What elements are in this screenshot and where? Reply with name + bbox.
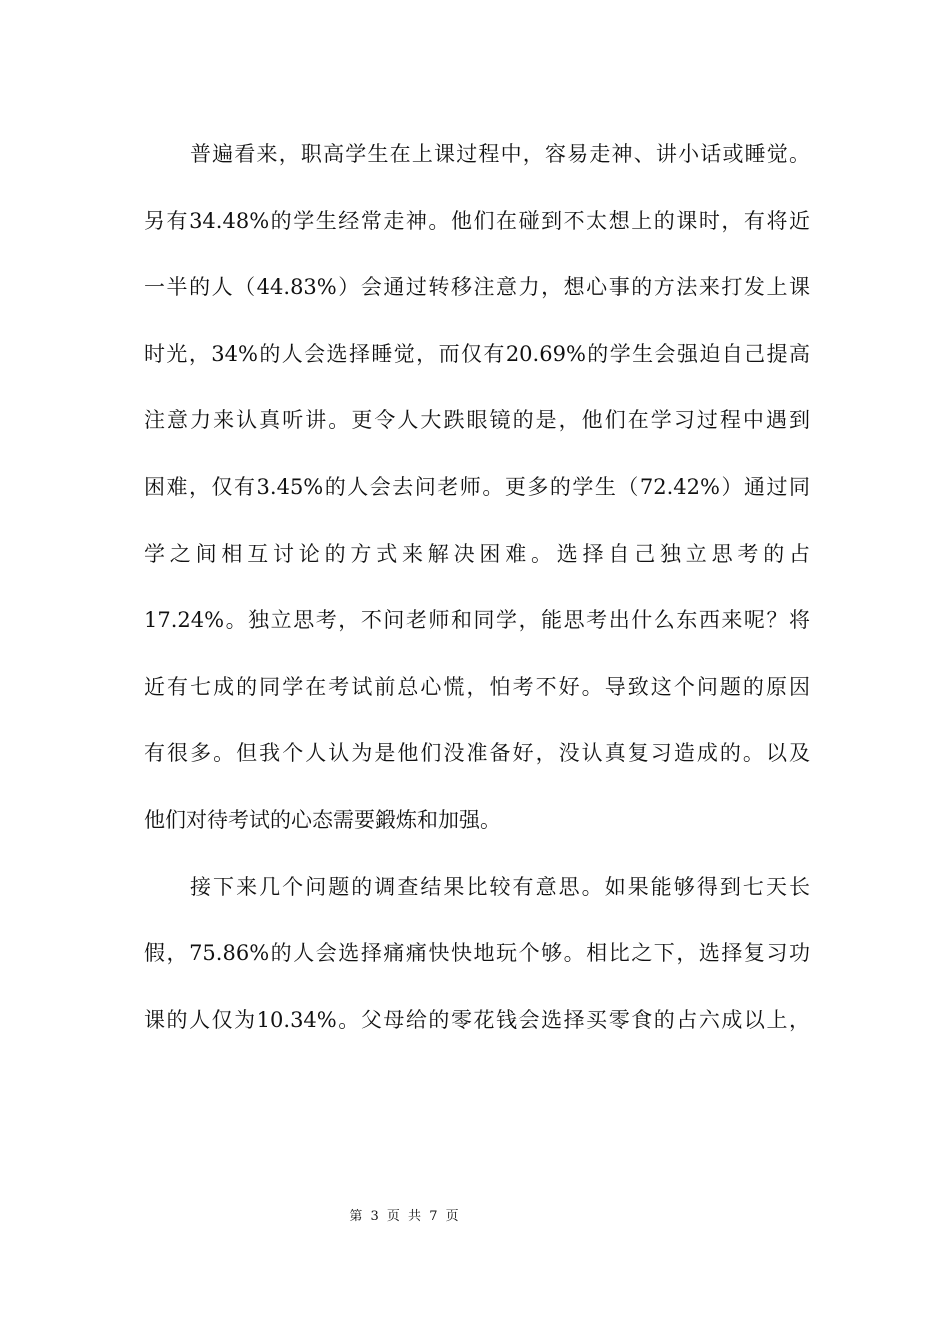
paragraph-2-line-1: 接下来几个问题的调查结果比较有意思。如果能够得到七天长 bbox=[190, 874, 810, 899]
paragraph-2-line-3: 课的人仅为10.34%。父母给的零花钱会选择买零食的占六成以上， bbox=[144, 1007, 810, 1032]
paragraph-1-line-5: 注意力来认真听讲。更令人大跌眼镜的是，他们在学习过程中遇到 bbox=[144, 408, 810, 433]
body-text bbox=[144, 130, 810, 1062]
paragraph-1-line-4: 时光，34%的人会选择睡觉，而仅有20.69%的学生会强迫自己提高 bbox=[144, 341, 810, 366]
paragraph-1-line-10: 有很多。但我个人认为是他们没准备好，没认真复习造成的。以及 bbox=[144, 741, 810, 766]
paragraph-1-line-3: 一半的人（44.83%）会通过转移注意力，想心事的方法来打发上课 bbox=[144, 275, 810, 300]
paragraph-1-line-1: 普遍看来，职高学生在上课过程中，容易走神、讲小话或睡觉。 bbox=[190, 142, 810, 166]
paragraph-2-line-2: 假，75.86%的人会选择痛痛快快地玩个够。相比之下，选择复习功 bbox=[144, 941, 810, 966]
paragraph-1-line-7: 学之间相互讨论的方式来解决困难。选择自己独立思考的占 bbox=[144, 541, 810, 566]
paragraph-1-line-9: 近有七成的同学在考试前总心慌，怕考不好。导致这个问题的原因 bbox=[144, 674, 810, 699]
paragraph-1-line-6: 困难，仅有3.45%的人会去问老师。更多的学生（72.42%）通过同 bbox=[144, 474, 810, 499]
paragraph-1-line-11: 他们对待考试的心态需要鍛炼和加强。 bbox=[144, 807, 501, 832]
paragraph-1-line-8: 17.24%。独立思考，不问老师和同学，能思考出什么东西来呢？将 bbox=[144, 608, 810, 633]
page-footer: 第 3 页 共 7 页 bbox=[349, 1209, 461, 1224]
paragraph-1-line-2: 另有34.48%的学生经常走神。他们在碰到不太想上的课时，有将近 bbox=[144, 208, 810, 233]
